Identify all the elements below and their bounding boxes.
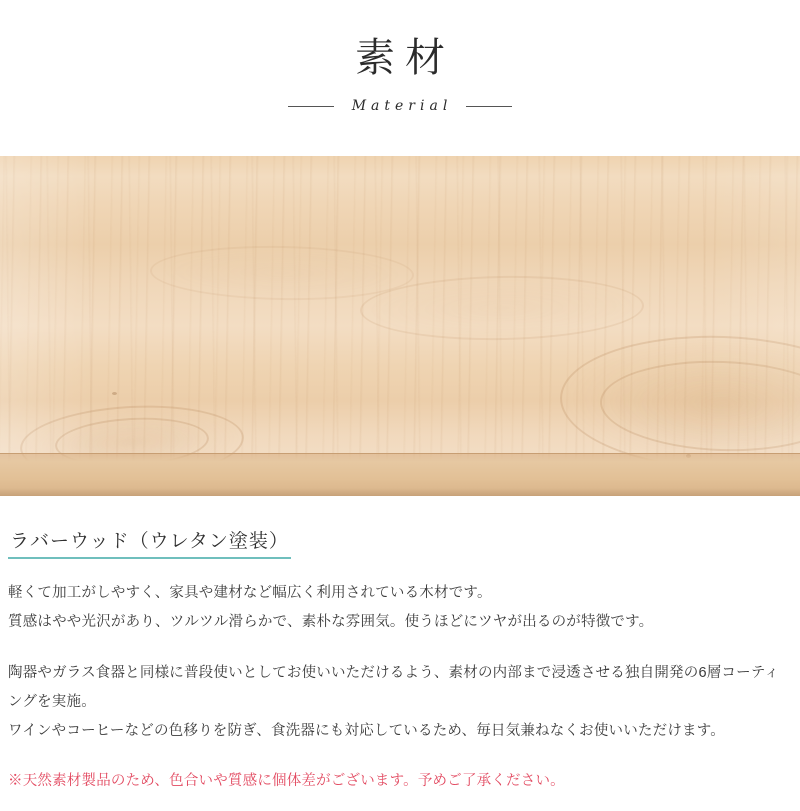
divider-left [288, 106, 334, 107]
page-title: 素材 [355, 35, 455, 81]
board-edge-shadow [0, 488, 800, 496]
material-paragraph: 軽くて加工がしやすく、家具や建材など幅広く利用されている木材です。 [8, 585, 492, 601]
material-paragraph: ワインやコーヒーなどの色移りを防ぎ、食洗器にも対応しているため、毎日気兼ねなくお使いいただけます。 [8, 723, 725, 739]
photo-vignette [0, 156, 800, 496]
page-subtitle: Material [351, 98, 453, 114]
section-header [0, 0, 800, 114]
wood-material-photo [0, 156, 800, 496]
material-paragraph: 陶器やガラス食器と同様に普段使いとしてお使いいただけるよう、素材の内部まで浸透させる独自開発の6層コーティングを実施。 [8, 665, 780, 710]
material-heading: ラバーウッド（ウレタン塗装） [8, 526, 291, 559]
material-paragraph: 質感はやや光沢があり、ツルツル滑らかで、素朴な雰囲気。使うほどにツヤが出るのが特徴です。 [8, 614, 654, 630]
divider-right [466, 106, 512, 107]
page-subtitle-group [0, 98, 800, 114]
material-description [0, 496, 800, 796]
paragraph-spacer [8, 637, 792, 659]
material-disclaimer: ※天然素材製品のため、色合いや質感に個体差がございます。予めご了承ください。 [8, 773, 565, 789]
